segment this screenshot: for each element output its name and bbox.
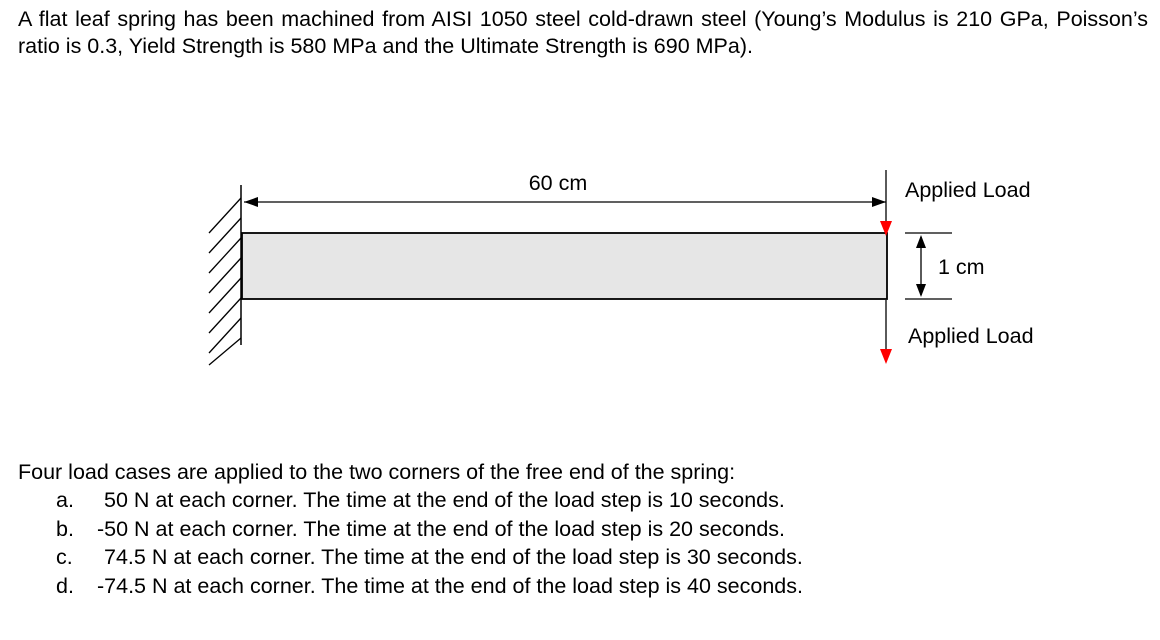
list-marker: b.: [56, 517, 74, 541]
thickness-dimension: [905, 233, 985, 299]
thickness-arrowhead-top: [916, 235, 926, 248]
length-label: 60 cm: [528, 171, 588, 195]
bottom-load-arrowhead: [880, 349, 892, 364]
bottom-load-arrow: [880, 300, 892, 364]
length-dimension: [244, 171, 886, 207]
load-case-text: -74.5 N at each corner. The time at the end of the load step is 40 seconds.: [97, 574, 803, 598]
length-arrowhead-left: [244, 197, 258, 207]
wall-hatching: [209, 198, 241, 365]
load-cases-lead: Four load cases are applied to the two corners of the free end of the spring:: [18, 460, 736, 484]
length-arrowhead-right: [872, 197, 886, 207]
list-marker: a.: [56, 488, 74, 512]
list-marker: c.: [56, 545, 73, 569]
thickness-arrowhead-bottom: [916, 284, 926, 297]
problem-statement: A flat leaf spring has been machined from AISI 1050 steel cold-drawn steel (Young’s Modulus is 210 GPa, Poisson’s ratio is 0.3, Yield Strength is 580 MPa and the Ultimate Strength is 690 MPa).: [18, 7, 1148, 58]
list-marker: d.: [56, 574, 74, 598]
fixed-wall-support: [209, 185, 241, 365]
load-case-text: -50 N at each corner. The time at the end of the load step is 20 seconds.: [97, 517, 786, 541]
load-case-text: 74.5 N at each corner. The time at the end of the load step is 30 seconds.: [104, 545, 803, 569]
load-case-text: 50 N at each corner. The time at the end of the load step is 10 seconds.: [104, 488, 785, 512]
load-label-top: Applied Load: [905, 178, 1031, 202]
thickness-label: 1 cm: [938, 255, 985, 279]
load-label-bottom: Applied Load: [908, 324, 1034, 348]
leaf-spring-beam: [242, 233, 887, 299]
